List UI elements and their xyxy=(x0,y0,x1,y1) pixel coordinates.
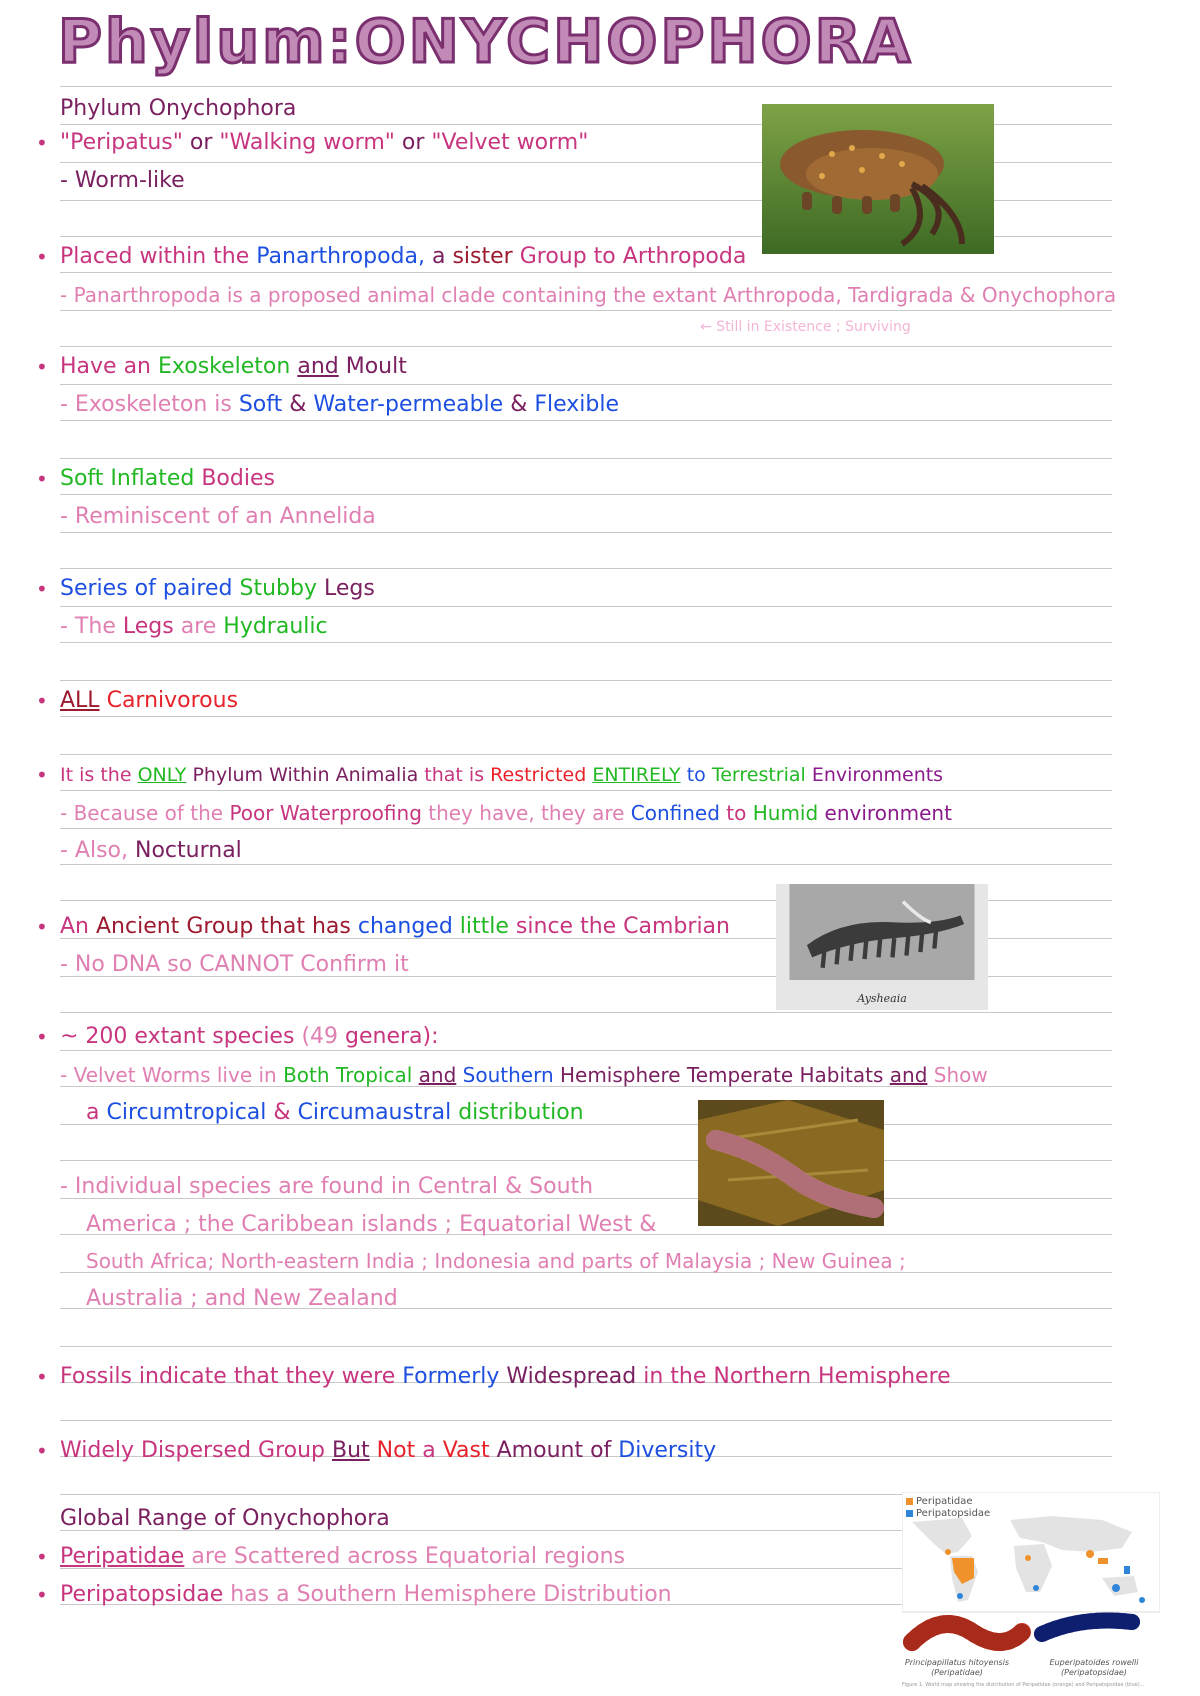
s4-line1: Soft Inflated Bodies xyxy=(60,466,275,491)
caption-peripatidae-species: Principapillatus hitoyensis (Peripatidae) xyxy=(904,1658,1010,1677)
s12-line1: Peripatidae are Scattered across Equatorial regions xyxy=(60,1544,625,1569)
bullet-1: • xyxy=(36,131,48,155)
s9-line1: ~ 200 extant species (49 genera): xyxy=(60,1024,439,1049)
aysheaia-fossil-photo xyxy=(776,884,988,1010)
section-heading: Phylum Onychophora xyxy=(60,96,297,121)
s7-line3: - Also, Nocturnal xyxy=(60,838,242,863)
s11-line1: Widely Dispersed Group But Not a Vast Amount of Diversity xyxy=(60,1438,717,1463)
s9-line6: South Africa; North-eastern India ; Indonesia and parts of Malaysia ; New Guinea ; xyxy=(86,1249,906,1273)
s8-line2: - No DNA so CANNOT Confirm it xyxy=(60,952,409,977)
bullet-4: • xyxy=(36,467,48,491)
s10-line1: Fossils indicate that they were Formerly Widespread in the Northern Hemisphere xyxy=(60,1364,951,1389)
bullet-7: • xyxy=(36,763,48,787)
distribution-figure xyxy=(902,1492,1160,1692)
s9-line5: America ; the Caribbean islands ; Equatorial West & xyxy=(86,1212,657,1237)
s7-line1: It is the ONLY Phylum Within Animalia that is Restricted ENTIRELY to Terrestrial Environments xyxy=(60,764,944,786)
s8-line1: An Ancient Group that has changed little since the Cambrian xyxy=(60,914,730,939)
bullet-13: • xyxy=(36,1583,48,1607)
s2-line2: - Panarthropoda is a proposed animal clade containing the extant Arthropoda, Tardigrada & Onychophora xyxy=(60,283,1117,307)
map-legend xyxy=(906,1496,990,1520)
s9-line2: - Velvet Worms live in Both Tropical and Southern Hemisphere Temperate Habitats and Show xyxy=(60,1063,988,1087)
bullet-12: • xyxy=(36,1545,48,1569)
s4-line2: - Reminiscent of an Annelida xyxy=(60,504,376,529)
caption-peripatopsidae-species: Euperipatoides rowelli (Peripatopsidae) xyxy=(1049,1658,1139,1677)
bullet-11: • xyxy=(36,1439,48,1463)
s12-line2: Peripatopsidae has a Southern Hemisphere Distribution xyxy=(60,1582,672,1607)
bullet-8: • xyxy=(36,915,48,939)
s2-line1: Placed within the Panarthropoda, a sister Group to Arthropoda xyxy=(60,244,747,269)
global-range-heading: Global Range of Onychophora xyxy=(60,1506,390,1531)
s7-line2: - Because of the Poor Waterproofing they have, they are Confined to Humid environment xyxy=(60,801,952,825)
bullet-10: • xyxy=(36,1365,48,1389)
bullet-2: • xyxy=(36,245,48,269)
bullet-3: • xyxy=(36,355,48,379)
s1-line2: - Worm-like xyxy=(60,168,185,193)
legend-swatch-peripatopsidae xyxy=(906,1510,913,1517)
velvet-worm-on-leaf-photo xyxy=(698,1100,884,1226)
s2-note: ← Still in Existence ; Surviving xyxy=(700,319,911,335)
fossil-caption: Aysheaia xyxy=(857,992,907,1005)
legend-swatch-peripatidae xyxy=(906,1498,913,1505)
s1-line1: "Peripatus" or "Walking worm" or "Velvet worm" xyxy=(60,130,589,155)
legend-item-peripatopsidae: Peripatopsidae xyxy=(906,1508,990,1520)
s9-line4: - Individual species are found in Central & South xyxy=(60,1174,594,1199)
s9-line3: a Circumtropical & Circumaustral distribution xyxy=(86,1100,584,1125)
bullet-6: • xyxy=(36,689,48,713)
velvet-worm-photo xyxy=(762,104,994,254)
s5-line1: Series of paired Stubby Legs xyxy=(60,576,375,601)
page-title: Phylum:ONYCHOPHORA xyxy=(58,7,914,77)
s9-line7: Australia ; and New Zealand xyxy=(86,1286,398,1311)
s5-line2: - The Legs are Hydraulic xyxy=(60,614,328,639)
bullet-5: • xyxy=(36,577,48,601)
figure-caption: Figure 1. World map showing the distribution of Peripatidae (orange) and Peripatopsidae (blue)... xyxy=(902,1682,1145,1688)
bullet-9: • xyxy=(36,1025,48,1049)
legend-item-peripatidae: Peripatidae xyxy=(906,1496,990,1508)
s3-line2: - Exoskeleton is Soft & Water-permeable & Flexible xyxy=(60,392,620,417)
s6-line1: ALL Carnivorous xyxy=(60,688,239,713)
s3-line1: Have an Exoskeleton and Moult xyxy=(60,354,407,379)
